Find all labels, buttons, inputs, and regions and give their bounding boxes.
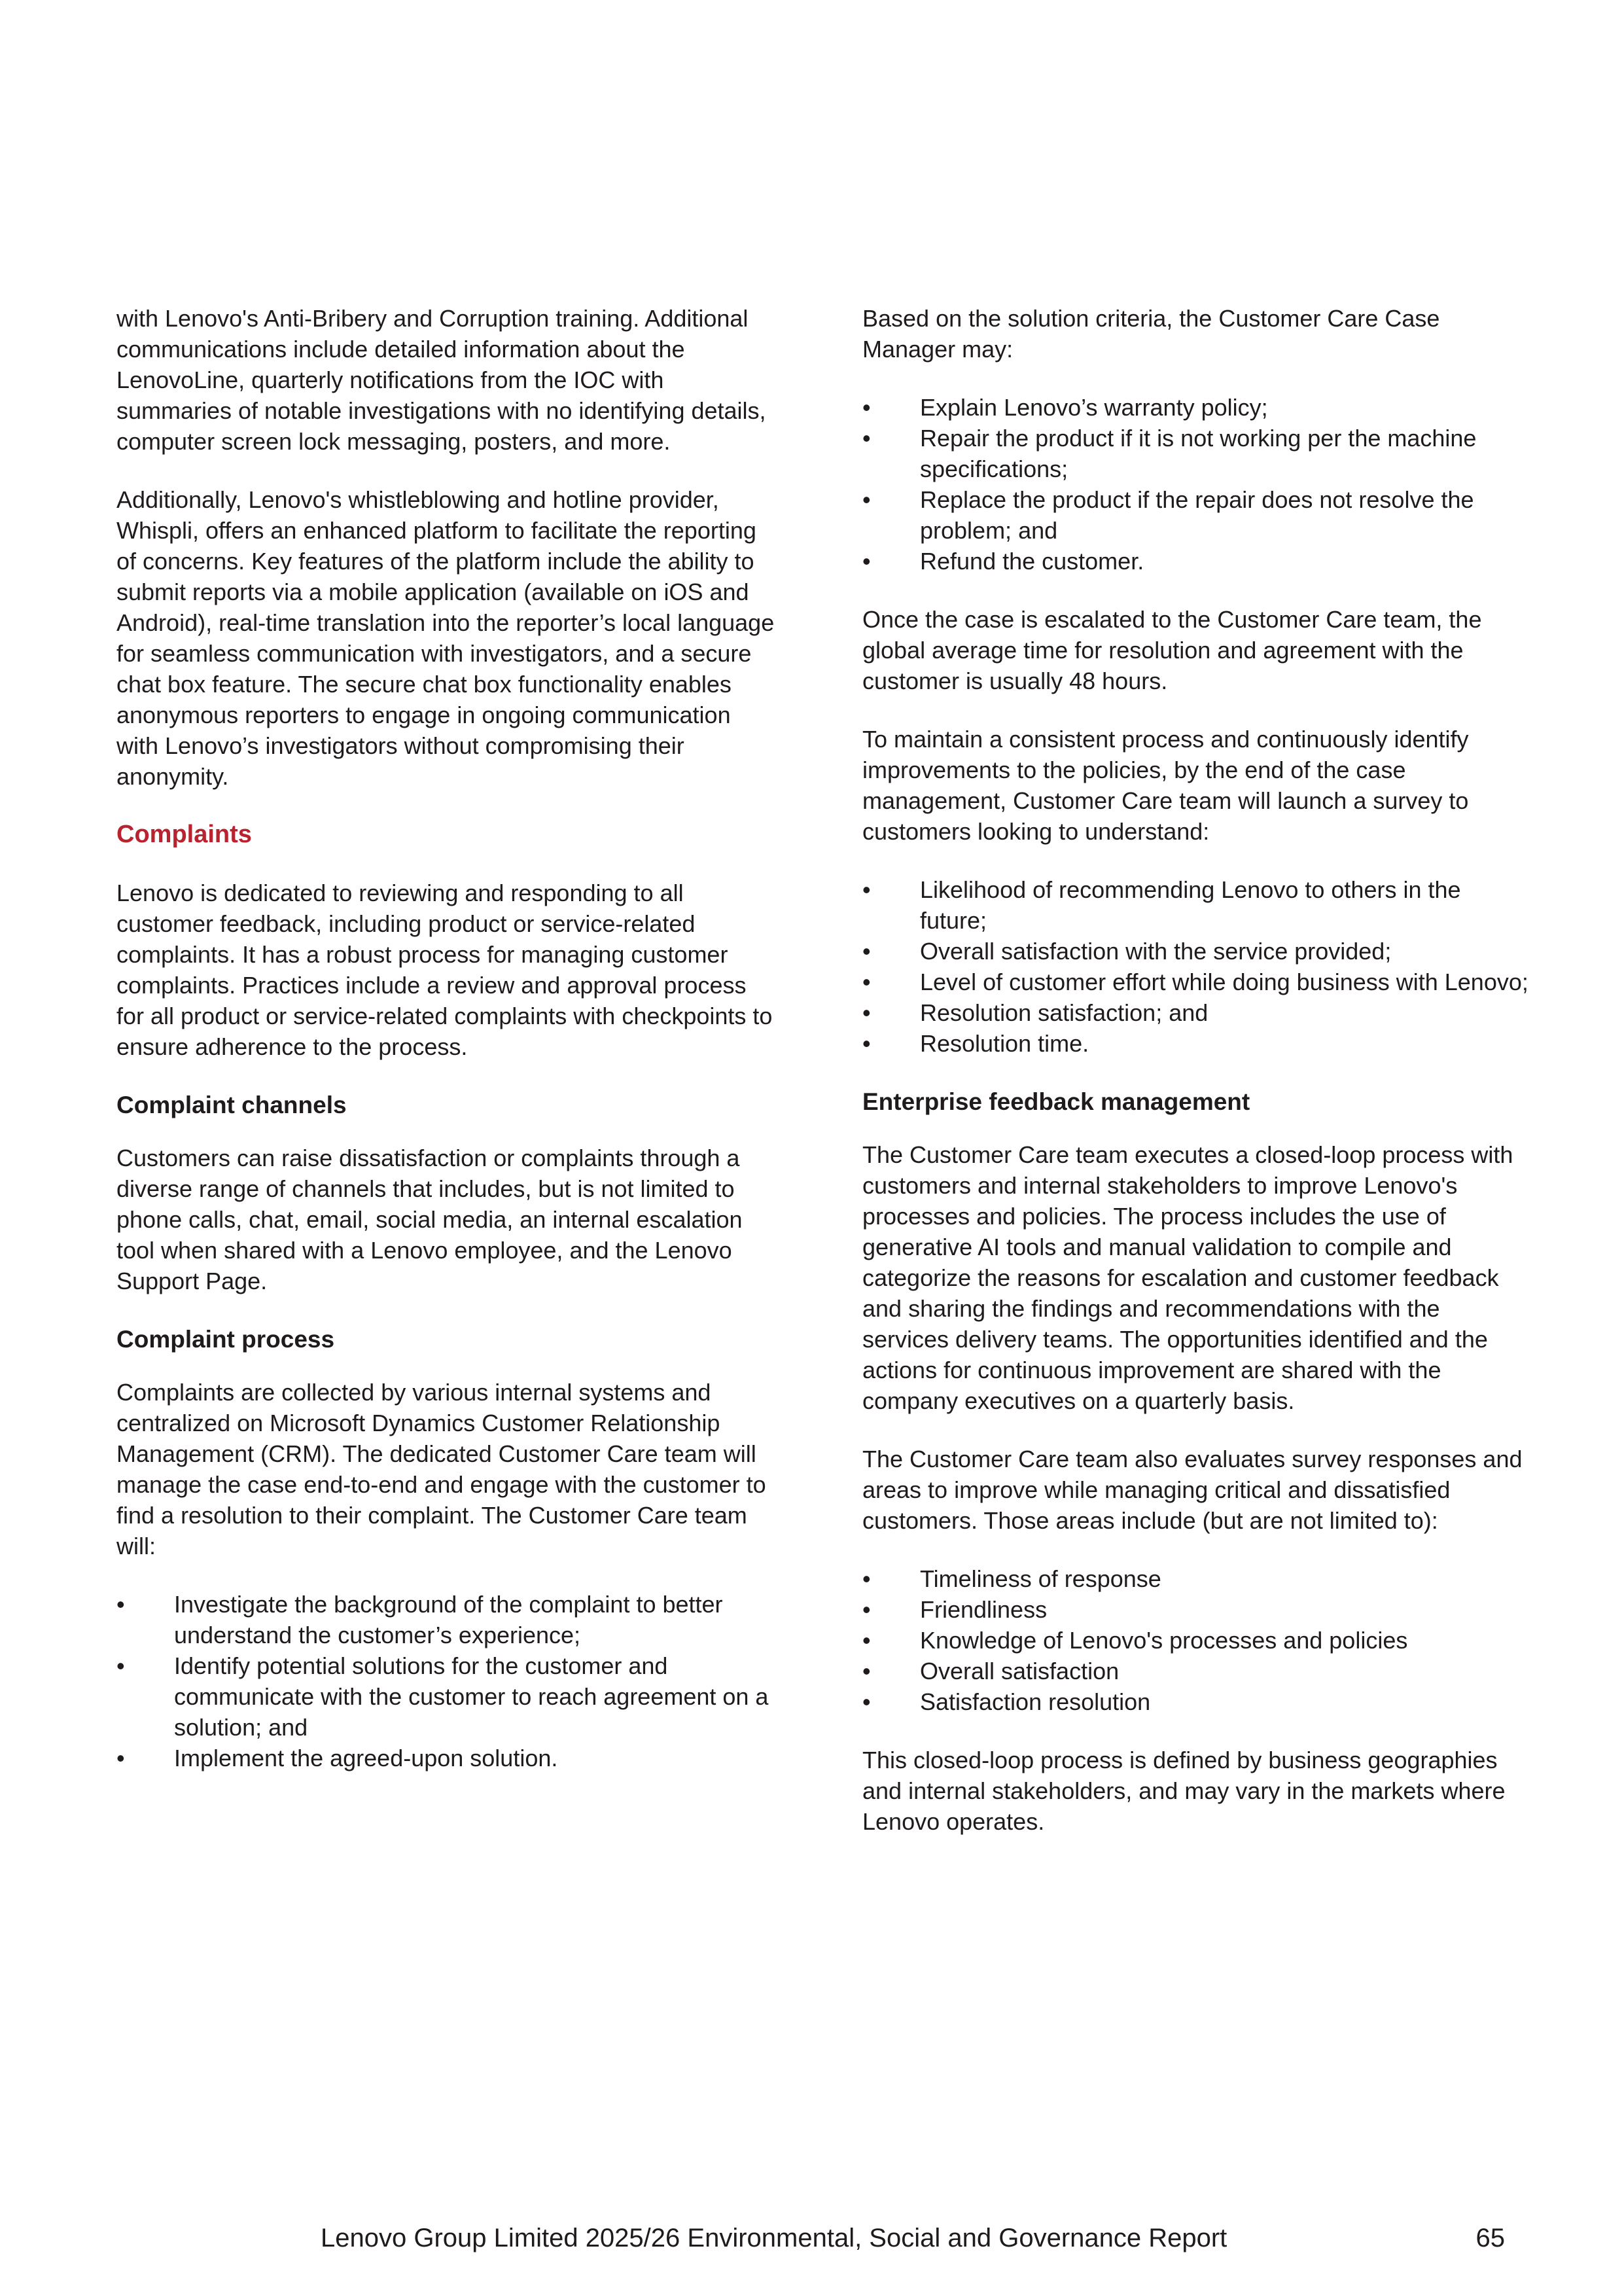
right-paragraph-4: The Customer Care team executes a closed-loop process with customers and internal stakeholders to improve Lenovo's processes and policies. The process includes the use of generative AI tools and manual validation to compile and categorize the reasons for escalation and customer feedback and sharing the findings and recommendations with the services delivery teams. The opportunities identified and the actions for continuous improvement are shared with the company executives on a quarterly basis. — [862, 1141, 1513, 1414]
list-item: • Knowledge of Lenovo's processes and policies — [862, 1625, 1530, 1656]
list-item: • Investigate the background of the complaint to better understand the customer’s experience; — [116, 1589, 777, 1650]
list-item: • Implement the agreed-upon solution. — [116, 1743, 777, 1773]
list-item: • Repair the product if it is not working per the machine specifications; — [862, 423, 1530, 484]
improvement-areas-list — [862, 1563, 1530, 1717]
report-title: Lenovo Group Limited 2025/26 Environmental, Social and Governance Report — [321, 2224, 1227, 2252]
case-manager-options-list — [862, 392, 1530, 577]
page-number: 65 — [1475, 2224, 1505, 2252]
list-item: • Explain Lenovo’s warranty policy; — [862, 392, 1530, 423]
team-actions-list — [116, 1589, 777, 1773]
left-paragraph-2: Additionally, Lenovo's whistleblowing and hotline provider, Whispli, offers an enhanced platform to facilitate the reporting of concerns. Key features of the platform include the ability to submit reports via a mobile application (available on iOS and Android), real-time translation into the reporter’s local language for seamless communication with investigators, and a secure chat box feature. The secure chat box functionality enables anonymous reporters to engage in ongoing communication with Lenovo’s investigators without compromising their anonymity. — [116, 486, 775, 790]
list-item: • Overall satisfaction with the service provided; — [862, 936, 1530, 967]
left-paragraph-1: with Lenovo's Anti-Bribery and Corruption training. Additional communications include detailed information about the LenovoLine, quarterly notifications from the IOC with summaries of notable investigations with no identifying details, computer screen lock messaging, posters, and more. — [116, 305, 766, 455]
right-paragraph-3: To maintain a consistent process and continuously identify improvements to the policies, by the end of the case management, Customer Care team will launch a survey to customers looking to understand: — [862, 726, 1469, 845]
right-column — [862, 303, 1530, 1864]
left-column — [116, 303, 777, 1801]
list-item: • Refund the customer. — [862, 546, 1530, 577]
left-paragraph-5: Complaints are collected by various internal systems and centralized on Microsoft Dynamics Customer Relationship Management (CRM). The dedicated Customer Care team will manage the case end-to-end and engage with the customer to find a resolution to their complaint. The Customer Care team will: — [116, 1379, 766, 1559]
right-paragraph-5: The Customer Care team also evaluates survey responses and areas to improve while managing critical and dissatisfied customers. Those areas include (but are not limited to): — [862, 1446, 1523, 1534]
list-item: • Replace the product if the repair does not resolve the problem; and — [862, 484, 1530, 546]
survey-topics-list — [862, 874, 1530, 1059]
complaint-channels-heading: Complaint channels — [116, 1092, 347, 1118]
complaint-process-heading: Complaint process — [116, 1326, 335, 1353]
list-item: • Identify potential solutions for the customer and communicate with the customer to reach agreement on a solution; and — [116, 1650, 777, 1743]
right-paragraph-1: Based on the solution criteria, the Customer Care Case Manager may: — [862, 305, 1440, 363]
list-item: • Timeliness of response — [862, 1563, 1530, 1594]
list-item: • Friendliness — [862, 1594, 1530, 1625]
enterprise-feedback-heading: Enterprise feedback management — [862, 1088, 1250, 1115]
right-paragraph-6: This closed-loop process is defined by business geographies and internal stakeholders, and may vary in the markets where Lenovo operates. — [862, 1747, 1506, 1835]
list-item: • Level of customer effort while doing business with Lenovo; — [862, 967, 1530, 997]
list-item: • Likelihood of recommending Lenovo to others in the future; — [862, 874, 1530, 936]
list-item: • Resolution satisfaction; and — [862, 997, 1530, 1028]
complaints-heading: Complaints — [116, 821, 252, 848]
list-item: • Resolution time. — [862, 1028, 1530, 1059]
right-paragraph-2: Once the case is escalated to the Customer Care team, the global average time for resolution and agreement with the customer is usually 48 hours. — [862, 606, 1482, 694]
left-paragraph-3: Lenovo is dedicated to reviewing and responding to all customer feedback, including product or service-related complaints. It has a robust process for managing customer complaints. Practices include a review and approval process for all product or service-related complaints with checkpoints to ensure adherence to the process. — [116, 880, 773, 1060]
list-item: • Satisfaction resolution — [862, 1686, 1530, 1717]
left-paragraph-4: Customers can raise dissatisfaction or complaints through a diverse range of channels that includes, but is not limited to phone calls, chat, email, social media, an internal escalation tool when shared with a Lenovo employee, and the Lenovo Support Page. — [116, 1145, 743, 1294]
list-item: • Overall satisfaction — [862, 1656, 1530, 1686]
